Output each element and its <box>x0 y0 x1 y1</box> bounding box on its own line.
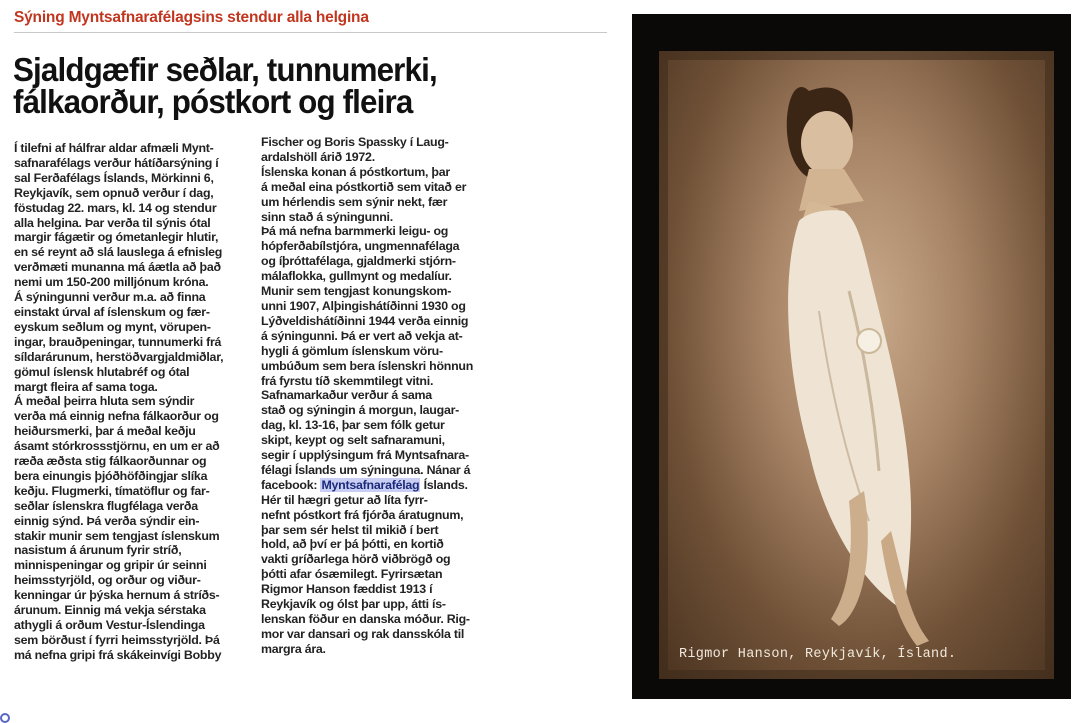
column-1-line: seðlar íslenskra flugfélaga verða <box>14 498 198 513</box>
column-2-line: sinn stað á sýningunni. <box>261 209 393 224</box>
column-1-line: athygli á orðum Vestur-Íslendinga <box>14 618 205 632</box>
column-1-line: ásamt stórkrossstjörnu, en um er að <box>14 439 220 454</box>
headline-line-2: fálkaorður, póstkort og fleira <box>13 83 413 120</box>
column-2-line: Rigmor Hanson fæddist 1913 í <box>261 582 433 597</box>
column-1-line: safnarafélags verður hátíðarsýning í <box>14 155 219 170</box>
column-2-line: margra ára. <box>261 641 326 656</box>
column-2-line: hygli á gömlum íslenskum vöru- <box>261 343 443 358</box>
column-1-line: Á meðal þeirra hluta sem sýndir <box>14 394 195 409</box>
column-1-line: ræða æðsta stig fálkaorðunnar og <box>14 454 207 469</box>
column-2-line: Lýðveldishátíðinni 1944 verða einnig <box>261 313 469 328</box>
column-1-line: ingar, brauðpeningar, tunnumerki frá <box>14 334 222 349</box>
column-1-line: má nefna gripi frá skákeinvígi Bobby <box>14 647 222 662</box>
article-column-1 <box>14 141 250 663</box>
column-2-line: hold, að því er þá þótti, en kortið <box>261 537 444 552</box>
column-1-line: alla helgina. Þar verða til sýnis ótal <box>14 215 211 230</box>
column-1-line: nasistum á árunum fyrir stríð, <box>14 543 182 558</box>
column-2-line: Reykjavík og ólst þar upp, átti ís- <box>261 597 446 612</box>
column-2-line: og íþróttafélaga, gjaldmerki stjórn- <box>261 254 456 269</box>
column-2-line: skipt, keypt og selt safnaramuni, <box>261 433 445 448</box>
kicker-rule <box>14 32 607 33</box>
column-1-line: einnig sýnd. Þá verða sýndir ein- <box>14 513 200 528</box>
column-2-line: þar sem sér helst til mikið í bert <box>261 522 439 537</box>
column-1-line: keðju. Flugmerki, tímatöflur og far- <box>14 483 210 498</box>
column-1-line: gömul íslensk hlutabréf og ótal <box>14 364 190 379</box>
column-2-line: þótti afar ósæmilegt. Fyrirsætan <box>261 567 443 582</box>
column-2-line: stað og sýningin á morgun, laugar- <box>261 403 460 418</box>
column-1-line: margt fleira af sama toga. <box>14 379 158 394</box>
column-1-line: Reykjavík, sem opnuð verður í dag, <box>14 185 214 200</box>
column-2-bottom <box>261 493 497 657</box>
column-1-line: margir fágætir og ómetanlegir hlutir, <box>14 230 219 245</box>
facebook-line <box>261 478 497 493</box>
column-2-line: Fischer og Boris Spassky í Laug- <box>261 135 449 149</box>
dancer-figure-illustration <box>659 51 1054 679</box>
column-1-line: árunum. Einnig má vekja sérstaka <box>14 603 206 618</box>
column-2-top <box>261 135 497 478</box>
column-2-line: á meðal eina póstkortið sem vitað er <box>261 179 467 194</box>
column-1-line: Í tilefni af hálfrar aldar afmæli Mynt- <box>14 141 214 155</box>
column-2-line: Hér til hægri getur að líta fyrr- <box>261 492 428 507</box>
column-2-line: segir í upplýsingum frá Myntsafnara- <box>261 448 469 463</box>
article-column-2 <box>261 135 497 657</box>
column-2-line: dag, kl. 13-16, þar sem fólk getur <box>261 418 445 433</box>
facebook-suffix: Íslands. <box>420 477 468 492</box>
column-2-line: á sýningunni. Þá er vert að vekja at- <box>261 328 463 343</box>
article-kicker: Sýning Myntsafnarafélagsins stendur alla helgina <box>14 9 369 26</box>
column-1-line: heimsstyrjöld, og orður og viður- <box>14 573 201 588</box>
column-1-line: kenningar úr þýska hernum á stríðs- <box>14 588 220 603</box>
column-2-line: Íslenska konan á póstkortum, þar <box>261 164 450 179</box>
page-corner-marker <box>0 713 10 723</box>
postcard-photo <box>659 51 1054 679</box>
column-1-line: sal Ferðafélags Íslands, Mörkinni 6, <box>14 170 214 185</box>
column-2-line: unni 1907, Alþingishátíðinni 1930 og <box>261 298 466 313</box>
article-headline <box>13 51 583 120</box>
column-1-line: verða má einnig nefna fálkaorður og <box>14 409 219 424</box>
column-2-line: ardalshöll árið 1972. <box>261 149 375 164</box>
column-2-line: málaflokka, gullmynt og medalíur. <box>261 269 452 284</box>
column-2-line: nefnt póstkort frá fjórða áratugnum, <box>261 507 464 522</box>
column-1-line: föstudag 22. mars, kl. 14 og stendur <box>14 200 217 215</box>
column-1-line: síldarárunum, herstöðvargjaldmiðlar, <box>14 349 224 364</box>
column-2-line: Munir sem tengjast konungskom- <box>261 284 452 299</box>
column-2-line: frá fyrstu tíð skemmtilegt vitni. <box>261 373 434 388</box>
headline-line-1: Sjaldgæfir seðlar, tunnumerki, <box>13 51 437 88</box>
column-2-line: mor var dansari og rak dansskóla til <box>261 626 465 641</box>
column-2-line: lenskan föður en danska móður. Rig- <box>261 612 470 626</box>
column-1-line: verðmæti munanna má áætla að það <box>14 260 221 275</box>
column-1-line: Á sýningunni verður m.a. að finna <box>14 290 206 305</box>
column-2-line: félagi Íslands um sýninguna. Nánar á <box>261 462 471 477</box>
column-2-line: hópferðabílstjóra, ungmennafélaga <box>261 239 460 254</box>
postcard-photo-frame <box>632 14 1071 699</box>
column-1-line: eyskum seðlum og mynt, vörupen- <box>14 319 211 334</box>
column-1-line: einstakt úrval af íslenskum og fær- <box>14 304 210 319</box>
column-1-line: en sé reynt að slá lauslega á efnisleg <box>14 245 223 260</box>
column-2-line: umbúðum sem bera íslenskri hönnun <box>261 358 474 373</box>
column-1-line: minnispeningar og gripir úr seinni <box>14 558 207 573</box>
postcard-caption: Rigmor Hanson, Reykjavík, Ísland. <box>679 647 957 662</box>
column-2-line: um hérlendis sem sýnir nekt, fær <box>261 194 448 209</box>
column-2-line: Þá má nefna barmmerki leigu- og <box>261 224 449 239</box>
facebook-page-link[interactable]: Myntsafnarafélag <box>321 477 420 492</box>
column-2-line: Safnamarkaður verður á sama <box>261 388 432 403</box>
column-1-line: stakir munir sem tengjast íslenskum <box>14 528 220 543</box>
column-1-line: nemi um 150-200 milljónum króna. <box>14 275 209 290</box>
column-2-line: vakti gríðarlega hörð viðbrögð og <box>261 552 451 567</box>
column-1-line: heiðursmerki, þar á meðal keðju <box>14 424 196 439</box>
column-1-line: sem börðust í fyrri heimsstyrjöld. Þá <box>14 632 220 647</box>
facebook-prefix: facebook: <box>261 477 321 492</box>
column-1-line: bera einungis þjóðhöfðingjar slíka <box>14 468 208 483</box>
